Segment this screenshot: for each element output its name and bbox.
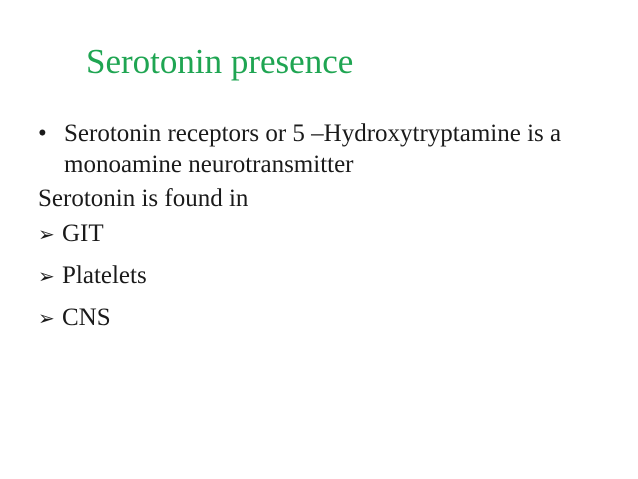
intro-line: Serotonin is found in [38, 185, 249, 212]
list-item-platelets [38, 260, 618, 292]
arrow-bullet-icon: ➢ [38, 264, 55, 288]
list-item-git [38, 218, 618, 250]
slide-body [38, 118, 618, 344]
bullet-icon: • [38, 120, 47, 147]
slide-title: Serotonin presence [86, 42, 354, 81]
arrow-bullet-icon: ➢ [38, 306, 55, 330]
list-item-label: Platelets [62, 262, 147, 289]
list-item-label: CNS [62, 304, 111, 331]
list-item-label: GIT [62, 220, 104, 247]
bullet-text: Serotonin receptors or 5 –Hydroxytryptamine is a monoamine neurotransmitter [64, 120, 562, 178]
arrow-bullet-icon: ➢ [38, 222, 55, 246]
list-item-cns [38, 302, 618, 334]
bullet-item [38, 118, 618, 180]
